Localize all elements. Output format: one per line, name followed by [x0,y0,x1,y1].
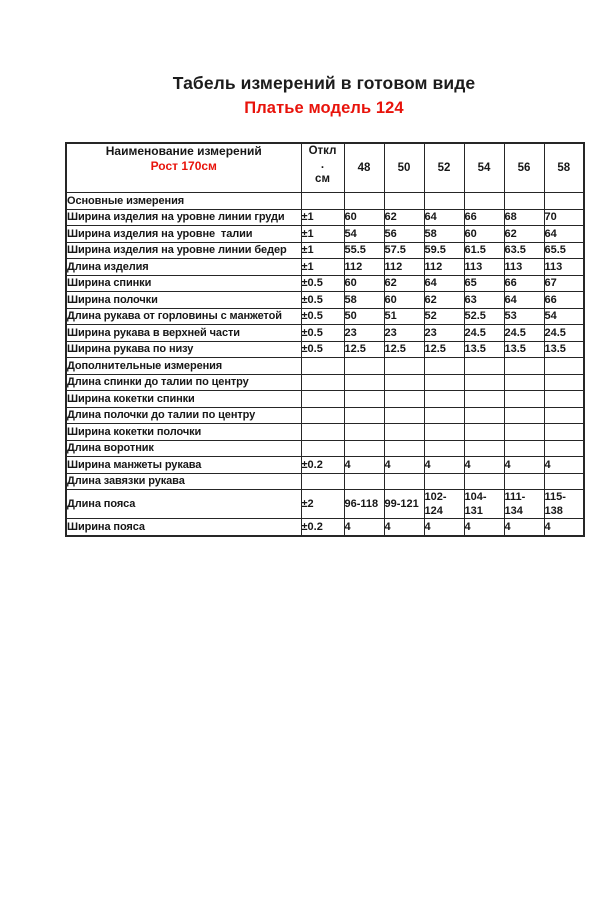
deviation-header-line: см [315,173,330,185]
value-cell [464,374,504,391]
value-cell: 112 [424,259,464,276]
table-header-row [66,143,584,193]
value-cell: 12.5 [424,341,464,358]
value-cell: 63 [464,292,504,309]
value-cell [344,358,384,375]
deviation-header-line: . [320,159,325,171]
value-cell: 60 [344,209,384,226]
value-cell: 52.5 [464,308,504,325]
value-cell: 60 [464,226,504,243]
value-cell [384,440,424,457]
value-cell [384,407,424,424]
value-cell: 53 [504,308,544,325]
value-cell [464,440,504,457]
section-label-cell: Основные измерения [66,193,301,210]
value-cell: 65 [464,275,504,292]
value-cell: 4 [424,519,464,536]
size-column-header: 50 [384,143,424,193]
value-cell: 99-121 [384,490,424,519]
value-cell [544,358,584,375]
deviation-cell [301,424,344,441]
row-label-cell: Ширина кокетки спинки [66,391,301,408]
size-column-header: 54 [464,143,504,193]
row-label-cell: Длина спинки до талии по центру [66,374,301,391]
value-cell [424,358,464,375]
value-cell: 60 [344,275,384,292]
row-label-cell: Длина завязки рукава [66,473,301,490]
row-label-cell: Ширина полочки [66,292,301,309]
value-cell: 13.5 [544,341,584,358]
name-column-header [66,143,301,193]
deviation-cell: ±1 [301,259,344,276]
table-row [66,391,584,408]
value-cell: 4 [544,457,584,474]
value-cell: 66 [544,292,584,309]
deviation-cell: ±1 [301,209,344,226]
value-cell: 96-118 [344,490,384,519]
value-cell [424,391,464,408]
deviation-cell [301,374,344,391]
value-cell: 66 [504,275,544,292]
model-subtitle: Платье модель 124 [244,99,404,117]
value-cell: 62 [424,292,464,309]
table-row [66,490,584,519]
row-label-cell: Ширина рукава в верхней части [66,325,301,342]
value-cell: 58 [424,226,464,243]
value-cell: 59.5 [424,242,464,259]
value-cell: 64 [424,275,464,292]
value-cell [464,473,504,490]
section-label-cell: Дополнительные измерения [66,358,301,375]
value-cell: 23 [424,325,464,342]
value-cell [464,424,504,441]
row-label-cell: Длина изделия [66,259,301,276]
value-cell [464,391,504,408]
value-cell [344,440,384,457]
value-cell: 67 [544,275,584,292]
table-row [66,209,584,226]
value-cell [544,407,584,424]
deviation-cell: ±0.5 [301,341,344,358]
value-cell: 54 [544,308,584,325]
value-cell [504,473,544,490]
deviation-cell: ±0.5 [301,325,344,342]
value-cell: 4 [464,457,504,474]
value-cell: 4 [384,457,424,474]
value-cell: 24.5 [464,325,504,342]
deviation-cell: ±1 [301,226,344,243]
value-cell: 113 [504,259,544,276]
value-cell: 54 [344,226,384,243]
value-cell [424,374,464,391]
value-cell [384,358,424,375]
value-cell [504,374,544,391]
row-label-cell: Длина рукава от горловины с манжетой [66,308,301,325]
value-cell: 112 [384,259,424,276]
table-row [66,407,584,424]
table-row [66,275,584,292]
value-cell: 12.5 [384,341,424,358]
measurement-table-body [66,143,584,536]
size-column-header: 48 [344,143,384,193]
value-cell [424,440,464,457]
value-cell: 13.5 [504,341,544,358]
deviation-column-header [301,143,344,193]
value-cell: 4 [344,519,384,536]
value-cell: 102-124 [424,490,464,519]
deviation-cell: ±0.5 [301,308,344,325]
value-cell [384,374,424,391]
deviation-header-line: Откл [308,145,337,157]
value-cell [464,407,504,424]
value-cell: 63.5 [504,242,544,259]
value-cell: 13.5 [464,341,504,358]
value-cell: 62 [504,226,544,243]
value-cell: 64 [424,209,464,226]
value-cell [384,193,424,210]
value-cell: 24.5 [504,325,544,342]
table-row [66,440,584,457]
value-cell: 4 [504,519,544,536]
value-cell [504,391,544,408]
table-row [66,308,584,325]
table-row [66,242,584,259]
value-cell: 104-131 [464,490,504,519]
value-cell [344,374,384,391]
value-cell [344,391,384,408]
table-row [66,473,584,490]
value-cell: 60 [384,292,424,309]
table-row [66,226,584,243]
value-cell: 113 [544,259,584,276]
height-label: Рост 170см [150,159,217,173]
row-label-cell: Длина воротник [66,440,301,457]
value-cell [424,473,464,490]
value-cell [344,473,384,490]
section-row [66,358,584,375]
value-cell [344,193,384,210]
value-cell [544,424,584,441]
value-cell: 112 [344,259,384,276]
value-cell: 62 [384,209,424,226]
table-row [66,325,584,342]
table-row [66,341,584,358]
value-cell: 70 [544,209,584,226]
row-label-cell: Ширина рукава по низу [66,341,301,358]
size-column-header: 58 [544,143,584,193]
value-cell [384,424,424,441]
row-label-cell: Ширина изделия на уровне линии груди [66,209,301,226]
value-cell: 64 [504,292,544,309]
deviation-cell: ±0.2 [301,457,344,474]
value-cell [424,424,464,441]
value-cell [384,473,424,490]
table-row [66,457,584,474]
size-column-header: 56 [504,143,544,193]
value-cell: 55.5 [344,242,384,259]
table-row [66,424,584,441]
document-title: Табель измерений в готовом виде [172,73,476,93]
value-cell [424,193,464,210]
value-cell: 4 [424,457,464,474]
value-cell [504,358,544,375]
deviation-cell [301,358,344,375]
value-cell: 4 [344,457,384,474]
value-cell: 12.5 [344,341,384,358]
value-cell: 115-138 [544,490,584,519]
value-cell [544,391,584,408]
deviation-cell [301,440,344,457]
row-label-cell: Ширина изделия на уровне талии [66,226,301,243]
value-cell [504,193,544,210]
value-cell [504,440,544,457]
size-column-header: 52 [424,143,464,193]
value-cell: 57.5 [384,242,424,259]
table-row [66,519,584,536]
row-label-cell: Длина полочки до талии по центру [66,407,301,424]
value-cell [464,358,504,375]
row-label-cell: Ширина кокетки полочки [66,424,301,441]
measurement-table [65,142,585,537]
value-cell [504,407,544,424]
deviation-cell [301,193,344,210]
name-column-header-title: Наименование измерений [105,144,262,158]
deviation-cell [301,473,344,490]
value-cell: 23 [344,325,384,342]
deviation-cell [301,407,344,424]
deviation-cell: ±2 [301,490,344,519]
row-label-cell: Ширина манжеты рукава [66,457,301,474]
row-label-cell: Ширина изделия на уровне линии бедер [66,242,301,259]
deviation-cell [301,391,344,408]
value-cell: 23 [384,325,424,342]
deviation-cell: ±1 [301,242,344,259]
deviation-cell: ±0.5 [301,292,344,309]
row-label-cell: Длина пояса [66,490,301,519]
value-cell: 51 [384,308,424,325]
value-cell: 58 [344,292,384,309]
value-cell [544,374,584,391]
value-cell [424,407,464,424]
table-row [66,374,584,391]
value-cell [504,424,544,441]
value-cell: 4 [544,519,584,536]
value-cell: 61.5 [464,242,504,259]
value-cell: 52 [424,308,464,325]
value-cell: 4 [384,519,424,536]
value-cell [544,473,584,490]
row-label-cell: Ширина спинки [66,275,301,292]
table-row [66,292,584,309]
value-cell: 68 [504,209,544,226]
value-cell: 65.5 [544,242,584,259]
deviation-cell: ±0.5 [301,275,344,292]
section-row [66,193,584,210]
table-row [66,259,584,276]
value-cell [544,440,584,457]
deviation-cell: ±0.2 [301,519,344,536]
value-cell [384,391,424,408]
value-cell: 56 [384,226,424,243]
value-cell: 66 [464,209,504,226]
row-label-cell: Ширина пояса [66,519,301,536]
value-cell [344,407,384,424]
value-cell: 113 [464,259,504,276]
value-cell [544,193,584,210]
value-cell: 4 [464,519,504,536]
value-cell: 62 [384,275,424,292]
value-cell: 64 [544,226,584,243]
value-cell [344,424,384,441]
value-cell: 24.5 [544,325,584,342]
value-cell: 50 [344,308,384,325]
value-cell [464,193,504,210]
value-cell: 4 [504,457,544,474]
value-cell: 111-134 [504,490,544,519]
